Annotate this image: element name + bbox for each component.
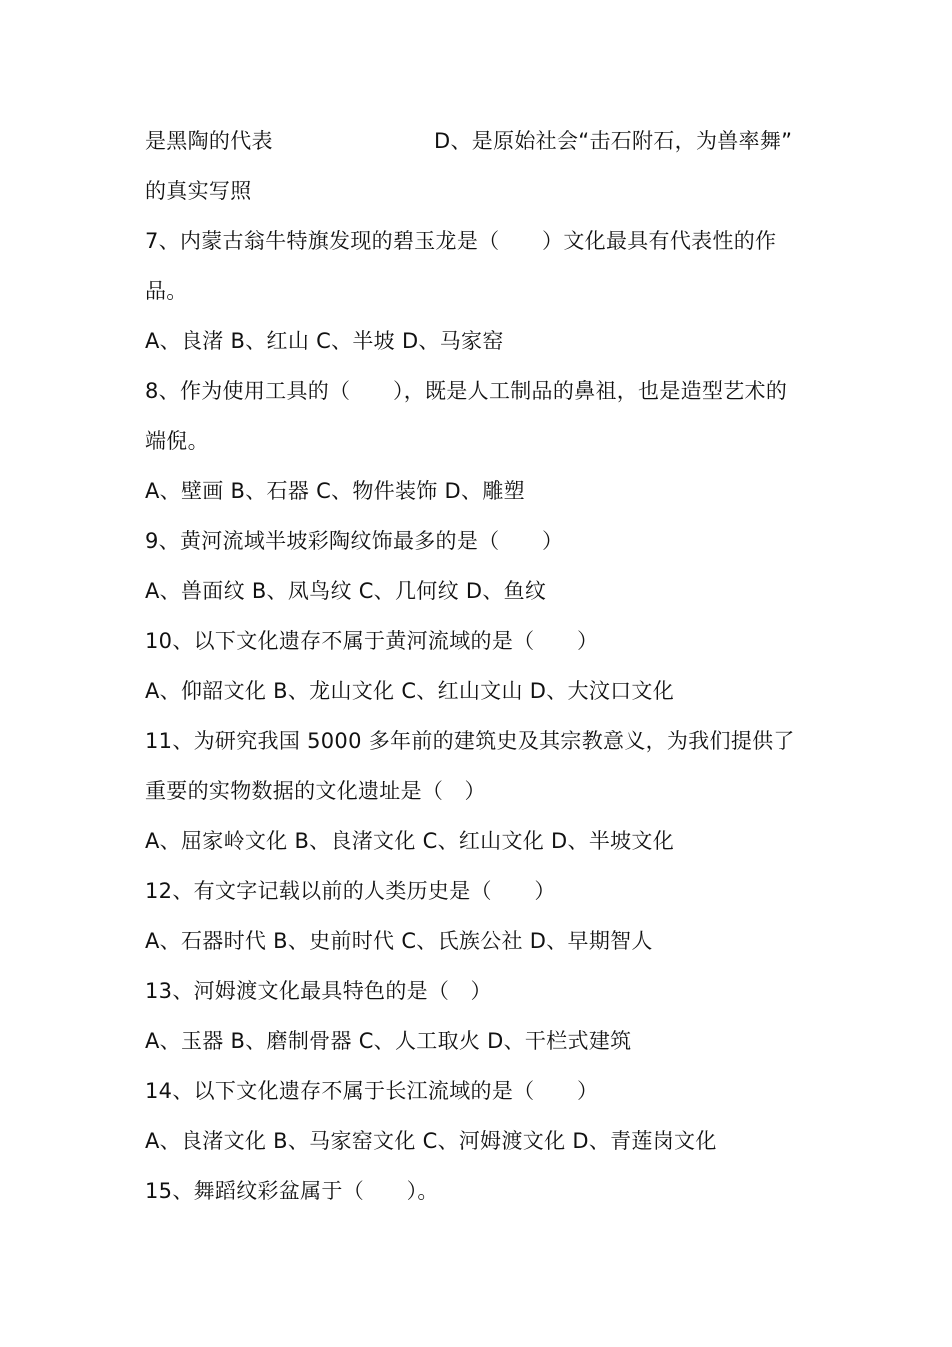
question-6-continuation-line [145, 176, 825, 206]
question-9-text: 9、黄河流域半坡彩陶纹饰最多的是（ ） [145, 529, 564, 553]
question-7-line-2 [145, 276, 825, 306]
question-15-text: 15、舞蹈纹彩盆属于（ ）。 [145, 1179, 439, 1203]
question-14-line-1 [145, 1076, 825, 1106]
question-8-options-text: A、壁画 B、石器 C、物件装饰 D、雕塑 [145, 479, 525, 503]
question-10-options [145, 676, 825, 706]
question-7-options-text: A、良渚 B、红山 C、半坡 D、马家窑 [145, 329, 504, 353]
question-8-text-cont: 端倪。 [145, 429, 209, 453]
question-14-options-text: A、良渚文化 B、马家窑文化 C、河姆渡文化 D、青莲岗文化 [145, 1129, 717, 1153]
question-11-options [145, 826, 825, 856]
question-13-options [145, 1026, 825, 1056]
question-8-options [145, 476, 825, 506]
question-12-options [145, 926, 825, 956]
question-10-line-1 [145, 626, 825, 656]
question-15-line-1 [145, 1176, 825, 1206]
question-8-text: 8、作为使用工具的（ ），既是人工制品的鼻祖，也是造型艺术的 [145, 379, 788, 403]
question-8-line-1 [145, 376, 825, 406]
question-14-options [145, 1126, 825, 1156]
question-9-options [145, 576, 825, 606]
question-12-text: 12、有文字记载以前的人类历史是（ ） [145, 879, 556, 903]
question-11-line-2 [145, 776, 825, 806]
question-13-options-text: A、玉器 B、磨制骨器 C、人工取火 D、干栏式建筑 [145, 1029, 632, 1053]
question-11-options-text: A、屈家岭文化 B、良渚文化 C、红山文化 D、半坡文化 [145, 829, 675, 853]
question-11-text: 11、为研究我国 5000 多年前的建筑史及其宗教意义，为我们提供了 [145, 729, 795, 753]
question-12-line-1 [145, 876, 825, 906]
question-8-line-2 [145, 426, 825, 456]
question-7-line-1 [145, 226, 825, 256]
question-9-options-text: A、兽面纹 B、凤鸟纹 C、几何纹 D、鱼纹 [145, 579, 547, 603]
option-d-continuation: 的真实写照 [145, 179, 252, 203]
question-11-text-cont: 重要的实物数据的文化遗址是（ ） [145, 779, 486, 803]
question-12-options-text: A、石器时代 B、史前时代 C、氏族公社 D、早期智人 [145, 929, 653, 953]
question-9-line-1 [145, 526, 825, 556]
option-d: D、是原始社会“击石附石，为兽率舞” [434, 129, 793, 153]
question-11-line-1 [145, 726, 825, 756]
question-7-text-cont: 品。 [145, 279, 188, 303]
question-14-text: 14、以下文化遗存不属于长江流域的是（ ） [145, 1079, 599, 1103]
question-7-text: 7、内蒙古翁牛特旗发现的碧玉龙是（ ）文化最具有代表性的作 [145, 229, 777, 253]
question-6-option-d-line [434, 126, 826, 156]
question-13-text: 13、河姆渡文化最具特色的是（ ） [145, 979, 492, 1003]
option-c-tail: 是黑陶的代表 [145, 129, 273, 153]
question-7-options [145, 326, 825, 356]
question-10-options-text: A、仰韶文化 B、龙山文化 C、红山文山 D、大汶口文化 [145, 679, 675, 703]
question-13-line-1 [145, 976, 825, 1006]
question-10-text: 10、以下文化遗存不属于黄河流域的是（ ） [145, 629, 599, 653]
